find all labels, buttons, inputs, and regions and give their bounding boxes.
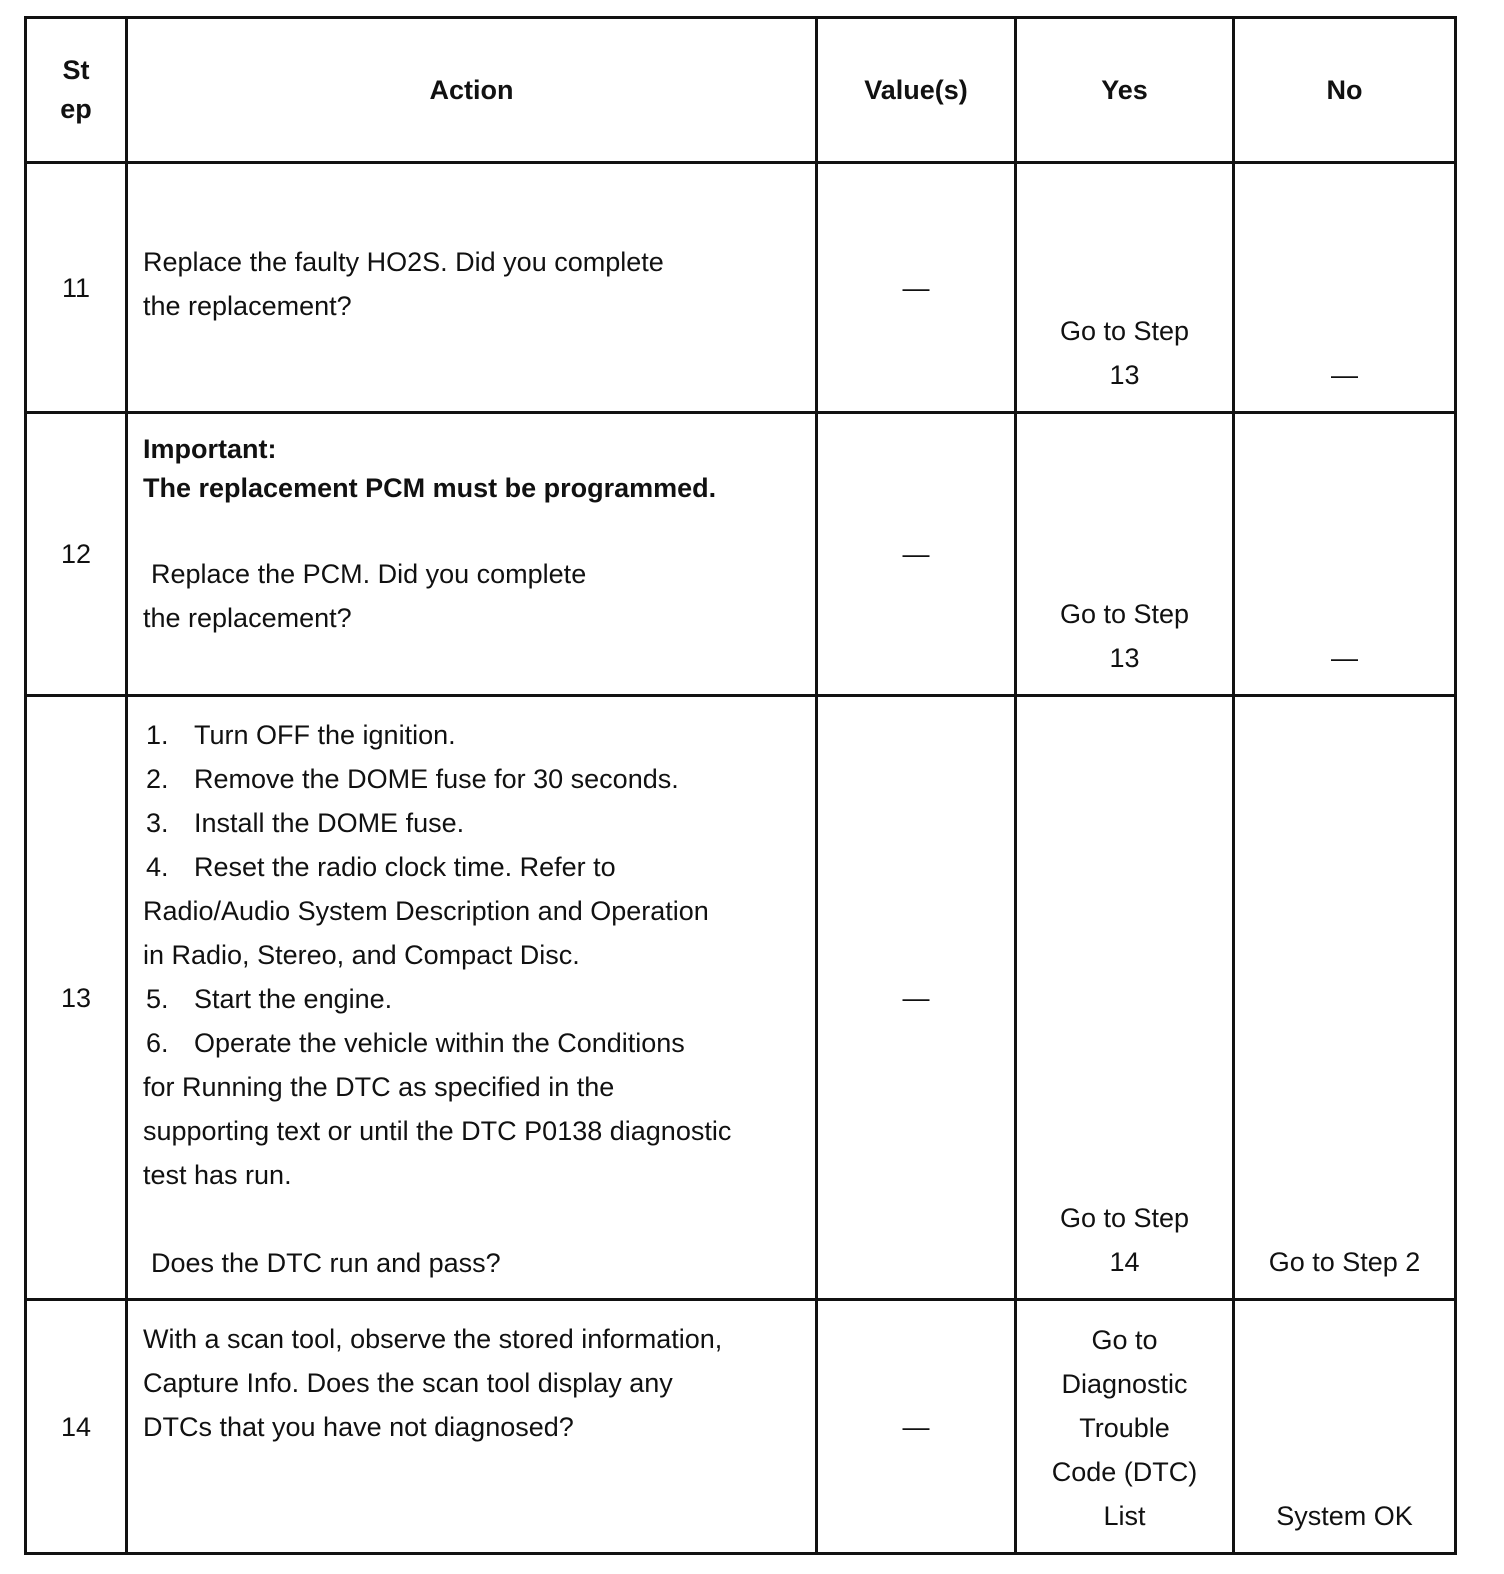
- action-text: Capture Info. Does the scan tool display any: [143, 1368, 673, 1398]
- value-cell: [817, 413, 1016, 696]
- header-step: St ep: [26, 18, 127, 163]
- no-result: System OK: [1276, 1501, 1413, 1531]
- value-cell: [817, 163, 1016, 413]
- list-item-continuation: for Running the DTC as specified in the: [143, 1072, 615, 1102]
- yes-cell: [1016, 1300, 1234, 1554]
- action-text: the replacement?: [143, 291, 352, 321]
- no-cell: [1234, 413, 1456, 696]
- yes-link-step: 13: [1109, 360, 1140, 390]
- yes-cell: [1016, 413, 1234, 696]
- action-cell: [127, 413, 817, 696]
- yes-link: Go to Step: [1059, 599, 1190, 629]
- no-dash: —: [1331, 643, 1358, 673]
- action-cell: [127, 163, 817, 413]
- list-item-continuation: test has run.: [143, 1160, 292, 1190]
- header-action: Action: [127, 18, 817, 163]
- list-item: 3. Install the DOME fuse.: [146, 808, 465, 838]
- yes-cell: [1016, 163, 1234, 413]
- no-cell: [1234, 696, 1456, 1300]
- table-row-step-14: [26, 1300, 1456, 1554]
- value-cell: [817, 696, 1016, 1300]
- yes-link-step: 14: [1109, 1247, 1140, 1277]
- table-row-step-11: [26, 163, 1456, 413]
- action-question: Does the DTC run and pass?: [151, 1248, 501, 1278]
- list-item: 4. Reset the radio clock time. Refer to: [146, 852, 616, 882]
- no-cell: [1234, 163, 1456, 413]
- table-row-step-12: [26, 413, 1456, 696]
- action-text: DTCs that you have not diagnosed?: [143, 1412, 574, 1442]
- list-item: 2. Remove the DOME fuse for 30 seconds.: [146, 764, 679, 794]
- action-text: With a scan tool, observe the stored information,: [143, 1324, 723, 1354]
- value-dash: —: [902, 272, 930, 303]
- header-row: [26, 18, 1456, 163]
- list-item: 1. Turn OFF the ignition.: [146, 720, 456, 750]
- action-text: Replace the faulty HO2S. Did you complete: [143, 247, 664, 277]
- yes-link: Trouble: [1079, 1413, 1170, 1443]
- action-cell: [127, 696, 817, 1300]
- value-dash: —: [902, 1411, 930, 1442]
- step-number: 13: [26, 696, 127, 1300]
- list-item-continuation: in Radio, Stereo, and Compact Disc.: [143, 940, 580, 970]
- diagnostic-steps-table: [24, 16, 1457, 1555]
- header-yes: Yes: [1016, 18, 1234, 163]
- list-item-continuation: Radio/Audio System Description and Operation: [143, 896, 709, 926]
- important-label: Important:: [143, 434, 277, 464]
- yes-link: Code (DTC): [1051, 1457, 1198, 1487]
- no-dash: —: [1331, 360, 1358, 390]
- yes-link: Diagnostic: [1061, 1369, 1188, 1399]
- important-text: The replacement PCM must be programmed.: [143, 473, 717, 503]
- value-cell: [817, 1300, 1016, 1554]
- list-item-continuation: supporting text or until the DTC P0138 diagnostic: [143, 1116, 732, 1146]
- action-cell: [127, 1300, 817, 1554]
- list-item: 6. Operate the vehicle within the Conditions: [146, 1028, 685, 1058]
- yes-link: List: [1103, 1501, 1146, 1531]
- action-text: the replacement?: [143, 603, 352, 633]
- yes-link: Go to Step: [1059, 316, 1190, 346]
- yes-link-step: 13: [1109, 643, 1140, 673]
- list-item: 5. Start the engine.: [146, 984, 393, 1014]
- no-link: Go to Step 2: [1268, 1247, 1421, 1277]
- step-number: 12: [26, 413, 127, 696]
- yes-cell: [1016, 696, 1234, 1300]
- header-values: Value(s): [817, 18, 1016, 163]
- action-text: Replace the PCM. Did you complete: [151, 559, 587, 589]
- value-dash: —: [902, 539, 930, 569]
- yes-link: Go to Step: [1059, 1203, 1190, 1233]
- yes-link: Go to: [1091, 1325, 1158, 1355]
- value-dash: —: [902, 982, 930, 1013]
- step-number: 11: [26, 163, 127, 413]
- table-row-step-13: [26, 696, 1456, 1300]
- no-cell: [1234, 1300, 1456, 1554]
- header-no: No: [1234, 18, 1456, 163]
- step-number: 14: [26, 1300, 127, 1554]
